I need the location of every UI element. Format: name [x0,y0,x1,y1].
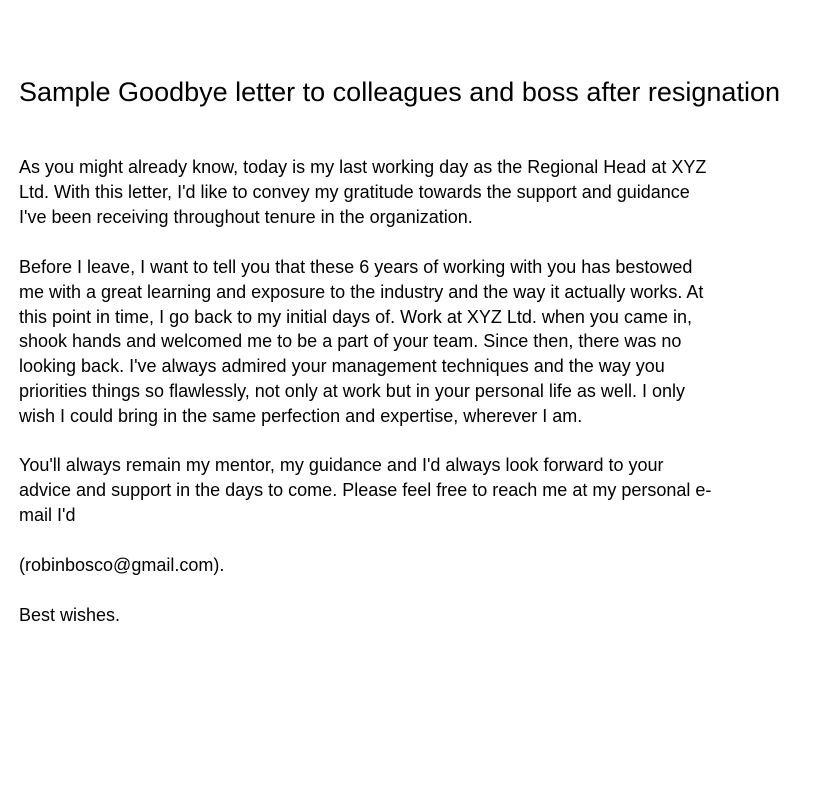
paragraph-gratitude [19,255,703,429]
paragraph-mentor [19,453,711,527]
email-address: (robinbosco@gmail.com). [19,555,225,575]
paragraph-line: this point in time, I go back to my initial days of. Work at XYZ Ltd. when you came in, [19,306,692,327]
paragraph-line: priorities things so flawlessly, not only at work but in your personal life as well. I only [19,380,685,401]
paragraph-line: You'll always remain my mentor, my guidance and I'd always look forward to your [19,455,664,475]
paragraph-line: wish I could bring in the same perfection and expertise, wherever I am. [19,405,583,426]
paragraph-email [19,553,224,578]
paragraph-signoff [19,603,120,628]
paragraph-intro [19,155,706,229]
paragraph-line: I've been receiving throughout tenure in the organization. [19,206,473,227]
paragraph-line: me with a great learning and exposure to the industry and the way it actually works. At [19,281,704,302]
closing-line: Best wishes. [19,605,121,625]
paragraph-line: advice and support in the days to come. Please feel free to reach me at my personal e- [19,479,712,500]
letter-title: Sample Goodbye letter to colleagues and boss after resignation [19,77,780,107]
paragraph-line: mail I'd [19,504,76,525]
paragraph-line: As you might already know, today is my last working day as the Regional Head at XYZ [19,157,707,177]
paragraph-line: looking back. I've always admired your management techniques and the way you [19,356,665,377]
paragraph-line: shook hands and welcomed me to be a part of your team. Since then, there was no [19,331,682,352]
paragraph-line: Ltd. With this letter, I'd like to convey my gratitude towards the support and guidance [19,181,690,202]
paragraph-line: Before I leave, I want to tell you that these 6 years of working with you has bestowed [19,257,693,277]
